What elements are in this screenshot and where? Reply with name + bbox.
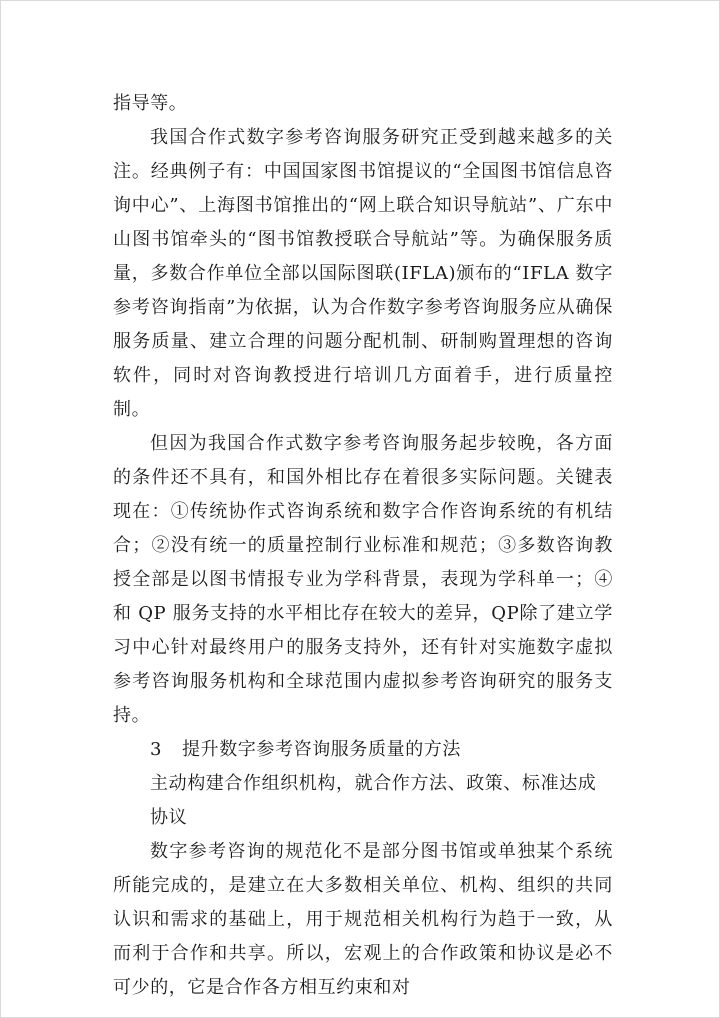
document-body	[113, 87, 613, 1005]
subsection-heading: 主动构建合作组织机构，就合作方法、政策、标准达成协议	[150, 773, 597, 828]
paragraph-standardization: 数字参考咨询的规范化不是部分图书馆或单独某个系统所能完成的，是建立在大多数相关单位、机构、组织的共同认识和需求的基础上，用于规范相关机构行为趋于一致，从而利于合作和共享。所以，宏观上的合作政策和协议是必不可少的，它是合作各方相互约束和对	[113, 841, 613, 998]
paragraph-continuation: 指导等。	[113, 93, 188, 114]
section-heading	[113, 733, 613, 767]
paragraph-domestic-research: 我国合作式数字参考咨询服务研究正受到越来越多的关注。经典例子有：中国国家图书馆提议的“全国图书馆信息咨询中心”、上海图书馆推出的“网上联合知识导航站”、广东中山图书馆牵头的“图书馆教授联合导航站”等。为确保服务质量，多数合作单位全部以国际图联(IFLA)颁布的“IFLA 数字参考咨询指南”为依据，认为合作数字参考咨询服务应从确保服务质量、建立合理的问题分配机制、研制购置理想的咨询软件，同时对咨询教授进行培训几方面着手，进行质量控制。	[113, 127, 613, 420]
section-title: 提升数字参考咨询服务质量的方法	[182, 739, 461, 760]
paragraph-domestic-problems: 但因为我国合作式数字参考咨询服务起步较晚，各方面的条件还不具有，和国外相比存在着很多实际问题。关键表现在：①传统协作式咨询系统和数字合作咨询系统的有机结合；②没有统一的质量控制行业标准和规范；③多数咨询教授全部是以图书情报专业为学科背景，表现为学科单一；④和 QP 服务支持的水平相比存在较大的差异，QP除了建立学习中心针对最终用户的服务支持外，还有针对实施数字虚拟参考咨询服务机构和全球范围内虚拟参考咨询研究的服务支持。	[113, 433, 613, 726]
section-number: 3	[150, 739, 163, 760]
